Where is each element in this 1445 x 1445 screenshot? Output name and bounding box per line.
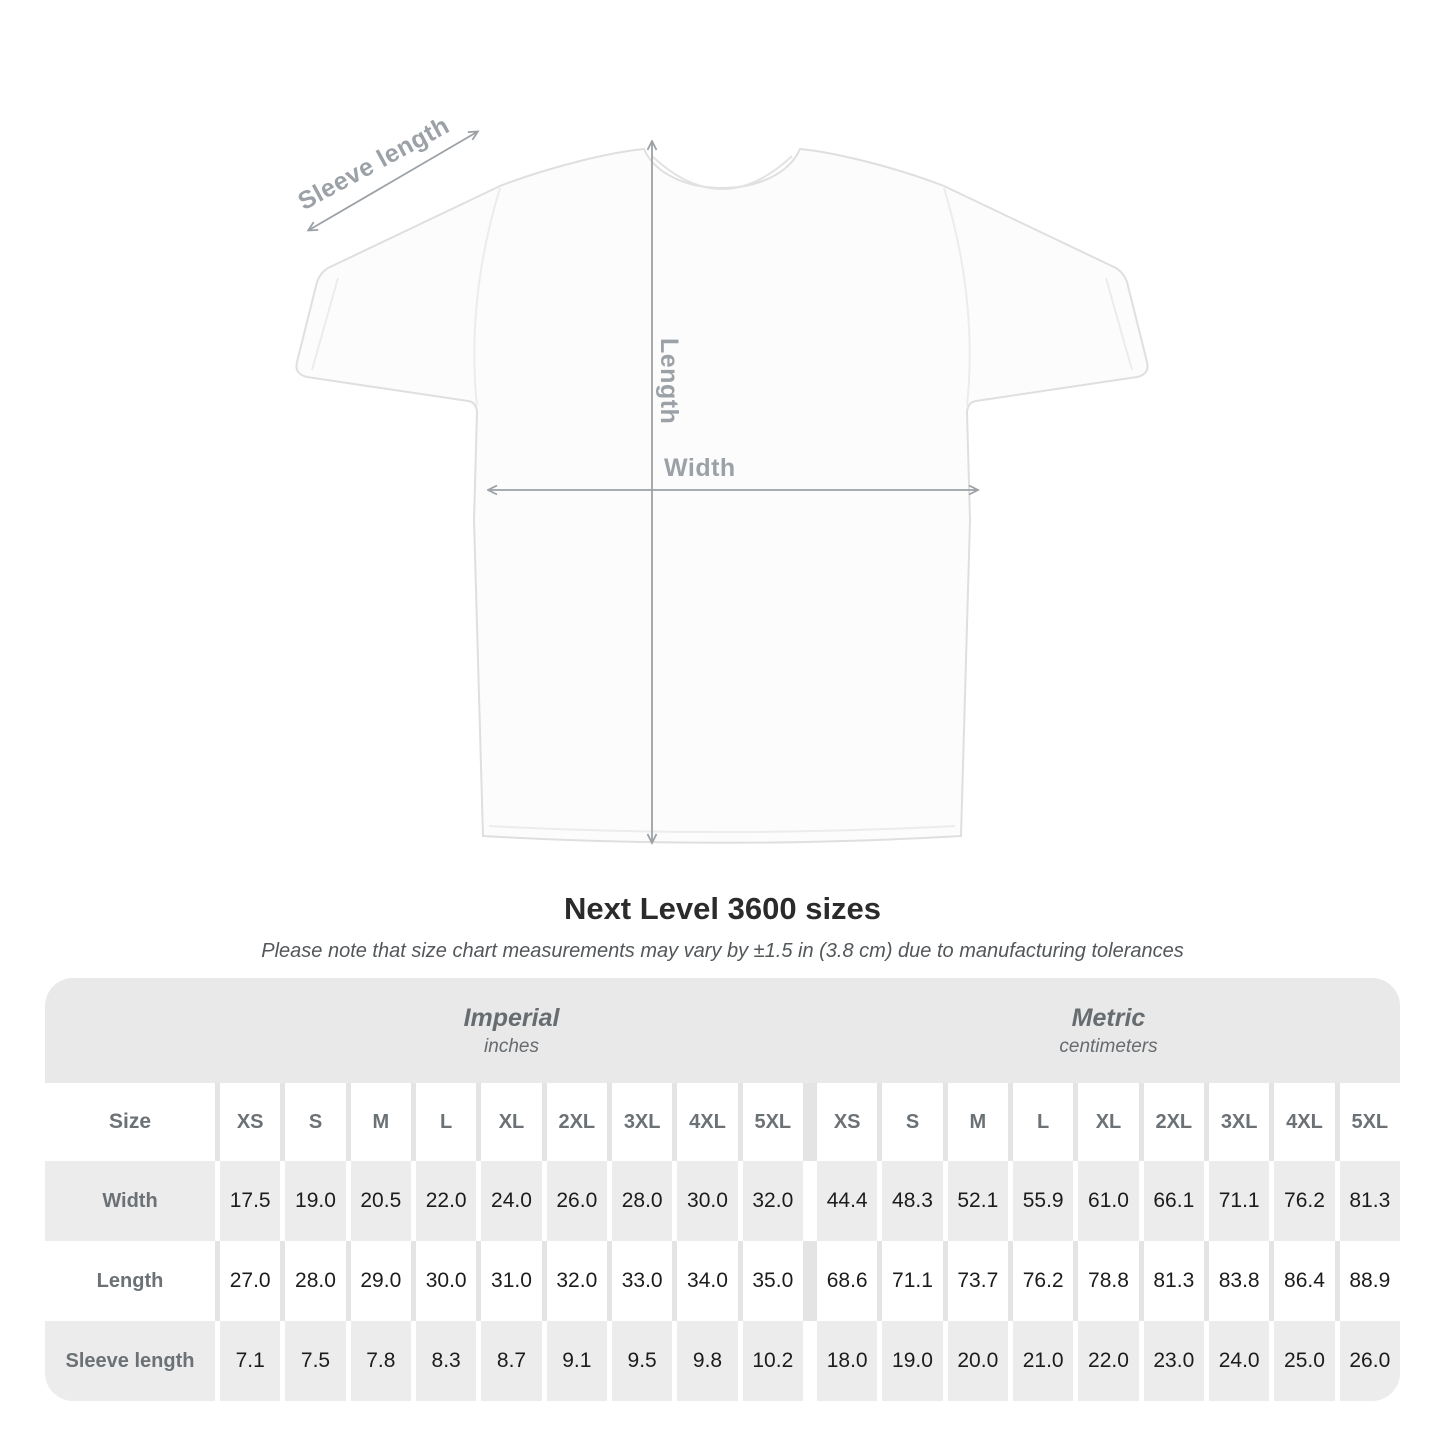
width-metric-l: 55.9	[1013, 1161, 1073, 1241]
size-header-imperial-xs: XS	[220, 1083, 280, 1161]
length-imperial-4xl: 34.0	[677, 1241, 737, 1321]
imperial-subtitle: inches	[484, 1035, 539, 1057]
sleeve-imperial-2xl: 9.1	[547, 1321, 607, 1401]
width-label: Width	[664, 454, 736, 482]
sleeve-length-label: Sleeve length	[293, 111, 455, 216]
size-header-imperial-5xl: 5XL	[743, 1083, 803, 1161]
width-imperial-s: 19.0	[285, 1161, 345, 1241]
size-header-metric-xs: XS	[817, 1083, 877, 1161]
size-header-metric-2xl: 2XL	[1144, 1083, 1204, 1161]
sleeve-imperial-4xl: 9.8	[677, 1321, 737, 1401]
sleeve-imperial-3xl: 9.5	[612, 1321, 672, 1401]
metric-subtitle: centimeters	[1059, 1035, 1158, 1057]
sleeve-imperial-l: 8.3	[416, 1321, 476, 1401]
length-metric-m: 73.7	[948, 1241, 1008, 1321]
page-title: Next Level 3600 sizes	[563, 891, 882, 926]
width-metric-xs: 44.4	[817, 1161, 877, 1241]
size-header-metric-4xl: 4XL	[1274, 1083, 1334, 1161]
length-metric-xs: 68.6	[817, 1241, 877, 1321]
length-label: Length	[655, 338, 683, 425]
size-header-metric-l: L	[1013, 1083, 1073, 1161]
length-metric-4xl: 86.4	[1274, 1241, 1334, 1321]
width-imperial-m: 20.5	[351, 1161, 411, 1241]
length-imperial-5xl: 35.0	[743, 1241, 803, 1321]
sleeve-metric-s: 19.0	[882, 1321, 942, 1401]
row-label-length: Length	[45, 1241, 215, 1321]
width-metric-m: 52.1	[948, 1161, 1008, 1241]
length-imperial-l: 30.0	[416, 1241, 476, 1321]
length-metric-l: 76.2	[1013, 1241, 1073, 1321]
unit-header-band	[45, 978, 1400, 1083]
tshirt-body	[296, 149, 1147, 843]
size-header-imperial-3xl: 3XL	[612, 1083, 672, 1161]
width-imperial-xs: 17.5	[220, 1161, 280, 1241]
length-imperial-3xl: 33.0	[612, 1241, 672, 1321]
length-metric-xl: 78.8	[1078, 1241, 1138, 1321]
size-header-imperial-l: L	[416, 1083, 476, 1161]
length-imperial-xs: 27.0	[220, 1241, 280, 1321]
sleeve-imperial-m: 7.8	[351, 1321, 411, 1401]
sleeve-metric-m: 20.0	[948, 1321, 1008, 1401]
width-metric-2xl: 66.1	[1144, 1161, 1204, 1241]
size-header-metric-3xl: 3XL	[1209, 1083, 1269, 1161]
size-table	[45, 978, 1400, 1401]
length-imperial-2xl: 32.0	[547, 1241, 607, 1321]
sleeve-imperial-s: 7.5	[285, 1321, 345, 1401]
length-imperial-s: 28.0	[285, 1241, 345, 1321]
size-header-row	[45, 1083, 1400, 1161]
size-header-metric-m: M	[948, 1083, 1008, 1161]
sleeve-imperial-xl: 8.7	[481, 1321, 541, 1401]
metric-section-header	[817, 978, 1400, 1083]
length-metric-5xl: 88.9	[1340, 1241, 1400, 1321]
sleeve-imperial-5xl: 10.2	[743, 1321, 803, 1401]
width-metric-5xl: 81.3	[1340, 1161, 1400, 1241]
metric-title: Metric	[1071, 1003, 1146, 1032]
length-imperial-xl: 31.0	[481, 1241, 541, 1321]
section-divider	[808, 1241, 812, 1321]
size-header-imperial-4xl: 4XL	[677, 1083, 737, 1161]
sleeve-metric-xs: 18.0	[817, 1321, 877, 1401]
size-header-metric-5xl: 5XL	[1340, 1083, 1400, 1161]
section-divider	[808, 1321, 812, 1401]
sleeve-metric-5xl: 26.0	[1340, 1321, 1400, 1401]
length-row	[45, 1241, 1400, 1321]
width-imperial-4xl: 30.0	[677, 1161, 737, 1241]
section-divider	[808, 1083, 812, 1161]
width-metric-3xl: 71.1	[1209, 1161, 1269, 1241]
length-metric-3xl: 83.8	[1209, 1241, 1269, 1321]
length-imperial-m: 29.0	[351, 1241, 411, 1321]
width-imperial-l: 22.0	[416, 1161, 476, 1241]
row-label-sleeve-length: Sleeve length	[45, 1321, 215, 1401]
sleeve-imperial-xs: 7.1	[220, 1321, 280, 1401]
width-imperial-5xl: 32.0	[743, 1161, 803, 1241]
sleeve-metric-2xl: 23.0	[1144, 1321, 1204, 1401]
size-header-imperial-m: M	[351, 1083, 411, 1161]
section-divider	[808, 1161, 812, 1241]
length-metric-s: 71.1	[882, 1241, 942, 1321]
width-metric-4xl: 76.2	[1274, 1161, 1334, 1241]
size-header-metric-xl: XL	[1078, 1083, 1138, 1161]
width-metric-s: 48.3	[882, 1161, 942, 1241]
size-header-imperial-s: S	[285, 1083, 345, 1161]
width-metric-xl: 61.0	[1078, 1161, 1138, 1241]
size-column-label: Size	[45, 1083, 215, 1161]
imperial-title: Imperial	[463, 1003, 560, 1032]
imperial-section-header	[220, 978, 803, 1083]
size-header-imperial-xl: XL	[481, 1083, 541, 1161]
size-header-metric-s: S	[882, 1083, 942, 1161]
row-label-width: Width	[45, 1161, 215, 1241]
sleeve-metric-l: 21.0	[1013, 1321, 1073, 1401]
sleeve-metric-xl: 22.0	[1078, 1321, 1138, 1401]
width-imperial-xl: 24.0	[481, 1161, 541, 1241]
width-imperial-2xl: 26.0	[547, 1161, 607, 1241]
tolerance-note: Please note that size chart measurements may vary by ±1.5 in (3.8 cm) due to manufacturing tolerances	[261, 940, 1184, 962]
sleeve-metric-3xl: 24.0	[1209, 1321, 1269, 1401]
sleeve-length-row	[45, 1321, 1400, 1401]
length-metric-2xl: 81.3	[1144, 1241, 1204, 1321]
size-header-imperial-2xl: 2XL	[547, 1083, 607, 1161]
width-imperial-3xl: 28.0	[612, 1161, 672, 1241]
sleeve-metric-4xl: 25.0	[1274, 1321, 1334, 1401]
width-row	[45, 1161, 1400, 1241]
